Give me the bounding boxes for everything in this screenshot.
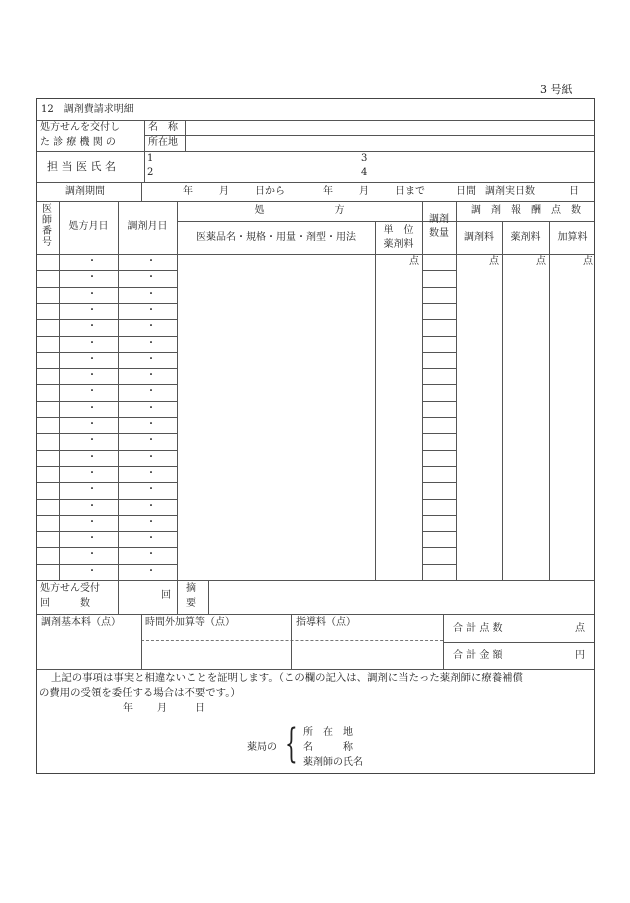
rule [144,151,145,182]
date-separator-dot: ・ [87,256,97,267]
cert-month-unit: 月 [157,703,167,714]
rule [291,614,292,669]
points-header: 調 剤 報 酬 点 数 [471,205,581,216]
period-year-unit: 年 [183,186,193,197]
issuer-label-line1: 処方せんを交付し [40,122,120,133]
pharmacy-label: 薬局の [247,742,277,753]
rule [443,642,594,643]
date-separator-dot: ・ [87,370,97,382]
rule [549,221,550,580]
receipt-times-unit: 回 [161,590,171,601]
date-separator-dot: ・ [87,565,97,577]
row-line [422,531,456,532]
date-separator-dot: ・ [87,500,97,512]
doctor-slot-4[interactable]: 4 [361,167,368,178]
date-separator-dot: ・ [87,402,97,414]
row-line [37,531,177,532]
row-line [37,319,177,320]
date-separator-dot: ・ [146,321,156,333]
row-line [422,564,456,565]
total-points-label: 合 計 点 数 [453,623,503,634]
dispensing-fee-header: 調剤料 [464,232,494,243]
date-separator-dot: ・ [146,386,156,398]
period-month2-unit: 月 [359,186,369,197]
certification-line2: の費用の受領を委任する場合は不要です。） [39,687,241,699]
row-line [422,270,456,271]
date-separator-dot: ・ [87,337,97,349]
total-amount-unit: 円 [575,650,585,661]
date-separator-dot: ・ [146,419,156,430]
brace-icon: { [285,721,298,767]
row-line [37,547,177,548]
row-line [422,336,456,337]
date-separator-dot: ・ [146,435,156,447]
row-line [422,466,456,467]
actual-days-label: 調剤実日数 [485,186,535,197]
rule [37,201,594,202]
date-separator-dot: ・ [87,467,97,479]
rule [59,201,60,580]
doctor-slot-3[interactable]: 3 [361,153,368,164]
prescription-header: 処 方 [254,205,345,216]
period-until-unit: 日まで [395,186,425,197]
unit-fee-header-line1: 単 位 [383,225,414,236]
doctor-slot-1[interactable]: 1 [147,153,154,164]
rule [456,221,594,222]
date-separator-dot: ・ [87,451,97,463]
issuer-name-field[interactable] [189,122,589,134]
date-separator-dot: ・ [87,304,97,316]
rule [37,151,594,152]
basic-fee-label: 調剤基本料（点） [41,617,121,628]
issuer-address-label: 所在地 [148,137,178,148]
row-line [422,319,456,320]
rule [37,120,594,121]
rule [118,580,119,614]
dispensing-fee-claim-form [36,98,595,774]
pharmacist-name-label: 薬剤師の氏名 [303,757,363,768]
row-line [422,450,456,451]
period-from-unit: 日から [255,186,285,197]
row-line [422,352,456,353]
row-line [37,287,177,288]
summary-label-line1: 摘 [186,583,196,594]
date-separator-dot: ・ [87,549,97,561]
rule [37,669,594,670]
rule [208,580,209,614]
row-line [422,368,456,369]
doctor-no-header: 医 師 番 号 [42,204,52,248]
date-separator-dot: ・ [146,467,156,479]
period-label: 調剤期間 [65,186,105,197]
dispense-date-header: 調剤月日 [127,221,168,232]
row-line [422,287,456,288]
date-separator-dot: ・ [146,288,156,300]
rule [502,221,503,580]
date-separator-dot: ・ [146,402,156,414]
row-line [37,401,177,402]
row-line [37,303,177,304]
date-separator-dot: ・ [87,484,97,496]
summary-field[interactable] [213,583,591,611]
overtime-fee-label: 時間外加算等（点） [145,617,235,628]
rule [422,201,423,580]
date-separator-dot: ・ [146,304,156,316]
row-line [37,384,177,385]
rule [375,221,376,580]
rx-date-header: 処方月日 [68,221,109,232]
date-separator-dot: ・ [87,288,97,300]
actual-days-unit: 日 [569,186,579,197]
unit-fee-point-unit: 点 [409,256,419,267]
date-separator-dot: ・ [146,533,156,545]
date-separator-dot: ・ [146,353,156,365]
row-line [422,384,456,385]
rule [141,614,142,669]
rule [37,614,594,615]
date-separator-dot: ・ [146,516,156,528]
date-separator-dot: ・ [87,386,97,398]
period-days-unit: 日間 [456,186,476,197]
receipt-label-line2: 回 数 [40,598,90,609]
row-line [422,515,456,516]
row-line [37,270,177,271]
date-separator-dot: ・ [146,451,156,463]
unit-fee-header-line2: 薬剤料 [383,239,414,250]
issuer-name-label: 名 称 [148,122,178,133]
row-line [37,336,177,337]
rule [177,580,178,614]
total-amount-label: 合 計 金 額 [453,650,503,661]
guidance-fee-label: 指導料（点） [296,617,356,628]
row-line [37,450,177,451]
date-separator-dot: ・ [146,565,156,577]
row-line [37,564,177,565]
date-separator-dot: ・ [87,435,97,447]
row-line [422,303,456,304]
date-separator-dot: ・ [87,353,97,365]
rule [144,120,145,151]
drug-fee-header: 薬剤料 [510,232,541,243]
total-points-unit: 点 [575,623,585,634]
row-line [422,433,456,434]
row-line [422,499,456,500]
qty-header-line1: 調剤 [429,214,449,225]
date-separator-dot: ・ [146,256,156,267]
drug-detail-header: 医薬品名・規格・用量・剤型・用法 [196,232,356,243]
form-title: 12 調剤費請求明細 [41,104,134,115]
issuer-label-line2: た 診 療 機 関 の [40,137,116,148]
rule [37,580,594,581]
date-separator-dot: ・ [87,516,97,528]
row-line [422,547,456,548]
drug-fee-point-unit: 点 [536,256,546,267]
date-separator-dot: ・ [146,337,156,349]
date-separator-dot: ・ [87,419,97,430]
doctor-slot-2[interactable]: 2 [147,167,154,178]
certification-line1: 上記の事項は事実と相違ないことを証明します。（この欄の記入は、調剤に当たった薬剤師に療養補償 [51,672,523,684]
date-separator-dot: ・ [146,272,156,284]
date-separator-dot: ・ [146,500,156,512]
row-line [37,515,177,516]
date-separator-dot: ・ [146,484,156,496]
rule [118,201,119,580]
summary-label-line2: 要 [186,598,196,609]
form-number: 3 号紙 [540,83,573,96]
rule [37,182,594,183]
date-separator-dot: ・ [146,370,156,382]
date-separator-dot: ・ [87,533,97,545]
issuer-address-field[interactable] [189,137,589,149]
date-separator-dot: ・ [146,549,156,561]
additional-fee-header: 加算料 [557,232,588,243]
dispensing-fee-point-unit: 点 [489,256,499,267]
row-line [37,352,177,353]
period-year2-unit: 年 [323,186,333,197]
row-line [422,482,456,483]
row-line [422,401,456,402]
row-line [37,417,177,418]
row-line [37,433,177,434]
date-separator-dot: ・ [87,321,97,333]
row-line [37,482,177,483]
cert-year-unit: 年 [123,703,133,714]
receipt-label-line1: 処方せん受付 [40,583,100,594]
qty-header-line2: 数量 [429,228,449,239]
rule [141,182,142,201]
period-month-unit: 月 [219,186,229,197]
pharmacy-address-label: 所 在 地 [303,727,353,738]
rule [443,614,444,669]
doctor-label: 担 当 医 氏 名 [47,160,116,173]
rule-dashed [141,640,443,641]
row-line [37,466,177,467]
pharmacy-name-label: 名 称 [303,742,353,753]
rule [37,254,594,255]
additional-fee-point-unit: 点 [583,256,593,267]
row-line [422,417,456,418]
cert-day-unit: 日 [195,703,205,714]
rule [144,135,594,136]
rule [185,120,186,151]
date-separator-dot: ・ [87,272,97,284]
row-line [37,499,177,500]
rule [177,201,178,580]
row-line [37,368,177,369]
